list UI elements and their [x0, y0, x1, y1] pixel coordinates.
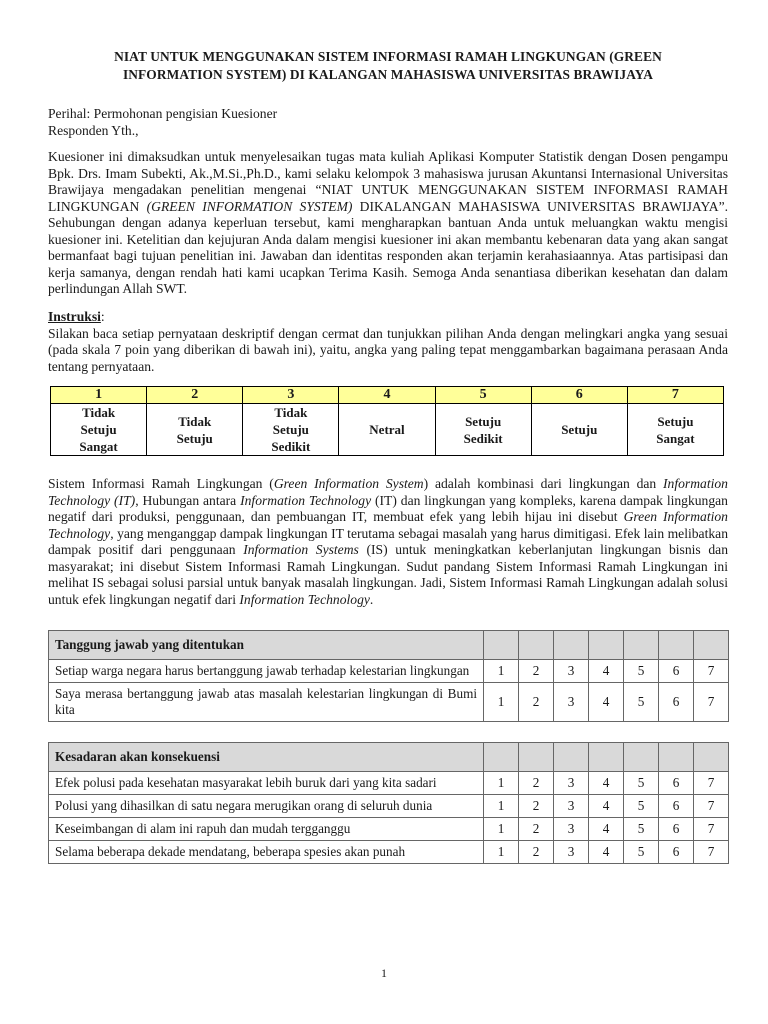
rating-option-7[interactable]: 7	[694, 683, 729, 722]
rating-option-7[interactable]: 7	[694, 772, 729, 795]
intro-text-a: Kuesioner ini dimaksudkan untuk menyelesaikan tugas mata kuliah Aplikasi Komputer Statistik dengan Dosen pengampu Bpk. Drs. Imam Subekti, Ak.,M.Si.,Ph.D., kami selaku kelompok 3 mahasiswa jurusan Akuntansi Internasional Universitas Brawijaya mengadakan penelitian mengenai “NIAT UNTUK MENGGUNAKAN SISTEM INFORMASI RAMAH LINGKUNGAN	[48, 149, 728, 214]
scale-number-row	[51, 387, 724, 404]
definition-term: Information Technology (IT)	[48, 476, 728, 508]
scale-label-6	[531, 404, 627, 456]
rating-option-7[interactable]: 7	[694, 841, 729, 864]
header-empty-cell	[624, 631, 659, 660]
rating-option-2[interactable]: 2	[519, 683, 554, 722]
rating-option-6[interactable]: 6	[659, 660, 694, 683]
scale-label-word: Tidak	[82, 405, 116, 420]
scale-number-3: 3	[243, 387, 339, 404]
question-row	[49, 841, 729, 864]
header-empty-cell	[484, 743, 519, 772]
question-statement: Polusi yang dihasilkan di satu negara merugikan orang di seluruh dunia	[49, 795, 484, 818]
rating-option-7[interactable]: 7	[694, 818, 729, 841]
title-line-1: NIAT UNTUK MENGGUNAKAN SISTEM INFORMASI RAMAH LINGKUNGAN (GREEN	[114, 49, 662, 64]
header-empty-cell	[484, 631, 519, 660]
scale-label-5	[435, 404, 531, 456]
definition-text: , yang menganggap dampak lingkungan IT terutama sebagai masalah yang harus dimitigasi. Efek lain melibatkan dampak positif dari penggunaan	[48, 525, 728, 557]
definition-text: (IT) dan lingkungan yang kompleks, karena dampak lingkungan negatif dari produksi, penggunaan, dan pembuangan IT, membuat efek yang lebih hijau ini disebut	[48, 492, 728, 524]
question-statement: Keseimbangan di alam ini rapuh dan mudah tergganggu	[49, 818, 484, 841]
definition-text: ) adalah kombinasi dari lingkungan dan	[423, 476, 664, 491]
header-empty-cell	[694, 631, 729, 660]
scale-label-word: Sedikit	[271, 439, 311, 454]
document-title	[48, 48, 728, 84]
definition-term: Information Technology	[240, 492, 372, 508]
scale-label-row	[51, 404, 724, 456]
rating-option-6[interactable]: 6	[659, 795, 694, 818]
rating-option-5[interactable]: 5	[624, 795, 659, 818]
rating-option-3[interactable]: 3	[554, 772, 589, 795]
rating-option-4[interactable]: 4	[589, 660, 624, 683]
definition-text: Sistem Informasi Ramah Lingkungan (	[48, 476, 274, 491]
header-empty-cell	[554, 631, 589, 660]
rating-option-6[interactable]: 6	[659, 772, 694, 795]
scale-label-word: Sangat	[79, 439, 118, 454]
rating-option-4[interactable]: 4	[589, 795, 624, 818]
header-empty-cell	[624, 743, 659, 772]
header-empty-cell	[589, 631, 624, 660]
rating-option-3[interactable]: 3	[554, 660, 589, 683]
scale-label-1	[51, 404, 147, 456]
responden-line: Responden Yth.,	[48, 122, 139, 138]
rating-option-1[interactable]: 1	[484, 818, 519, 841]
rating-option-5[interactable]: 5	[624, 818, 659, 841]
rating-option-5[interactable]: 5	[624, 841, 659, 864]
rating-option-6[interactable]: 6	[659, 683, 694, 722]
scale-label-word: Setuju	[272, 422, 309, 437]
scale-number-7: 7	[627, 387, 723, 404]
instruction-label: Instruksi	[48, 308, 101, 324]
rating-option-7[interactable]: 7	[694, 660, 729, 683]
question-section-table	[48, 742, 729, 864]
section-header-row	[49, 631, 729, 660]
rating-option-5[interactable]: 5	[624, 683, 659, 722]
scale-number-2: 2	[147, 387, 243, 404]
instruction-text: Silakan baca setiap pernyataan deskriptif dengan cermat dan tunjukkan pilihan Anda dengan melingkari angka yang sesuai (pada skala 7 poin yang diberikan di bawah ini), yaitu, angka yang paling tepat menggambarkan bagaimana perasaan Anda tentang pernyataan.	[48, 325, 728, 374]
scale-number-4: 4	[339, 387, 435, 404]
question-row	[49, 660, 729, 683]
intro-paragraph	[48, 149, 728, 298]
document-page	[48, 48, 728, 864]
rating-option-5[interactable]: 5	[624, 772, 659, 795]
rating-option-4[interactable]: 4	[589, 683, 624, 722]
scale-label-word: Setuju	[561, 422, 598, 437]
rating-option-1[interactable]: 1	[484, 795, 519, 818]
instruction-heading	[48, 308, 728, 326]
rating-option-7[interactable]: 7	[694, 795, 729, 818]
questionnaire	[48, 630, 728, 864]
scale-number-5: 5	[435, 387, 531, 404]
rating-option-2[interactable]: 2	[519, 660, 554, 683]
likert-scale-table	[50, 386, 724, 456]
question-row	[49, 683, 729, 722]
section-header-row	[49, 743, 729, 772]
question-row	[49, 795, 729, 818]
question-row	[49, 818, 729, 841]
definition-term: Green Information Technology	[48, 509, 728, 541]
header-empty-cell	[659, 743, 694, 772]
section-heading: Kesadaran akan konsekuensi	[49, 743, 484, 772]
rating-option-2[interactable]: 2	[519, 795, 554, 818]
question-row	[49, 772, 729, 795]
scale-number-6: 6	[531, 387, 627, 404]
scale-label-word: Setuju	[176, 430, 213, 446]
scale-number-1: 1	[51, 387, 147, 404]
rating-option-3[interactable]: 3	[554, 795, 589, 818]
intro-text-b: (GREEN INFORMATION SYSTEM)	[146, 198, 353, 214]
definition-paragraph	[48, 476, 728, 608]
page-number: 1	[381, 966, 387, 980]
header-empty-cell	[659, 631, 694, 660]
scale-label-word: Netral	[369, 422, 405, 437]
scale-label-word: Setuju	[80, 422, 117, 437]
header-empty-cell	[519, 743, 554, 772]
rating-option-1[interactable]: 1	[484, 683, 519, 722]
scale-label-word: Setuju	[657, 413, 694, 429]
instruction-colon: :	[100, 308, 105, 324]
question-statement: Setiap warga negara harus bertanggung jawab terhadap kelestarian lingkungan	[49, 660, 484, 683]
scale-label-7	[627, 404, 723, 456]
perihal-line: Perihal: Permohonan pengisian Kuesioner	[48, 106, 278, 121]
title-line-2: INFORMATION SYSTEM) DI KALANGAN MAHASISWA UNIVERSITAS BRAWIJAYA	[122, 67, 654, 82]
rating-option-1[interactable]: 1	[484, 772, 519, 795]
scale-label-word: Setuju	[465, 413, 502, 429]
rating-option-1[interactable]: 1	[484, 660, 519, 683]
rating-option-6[interactable]: 6	[659, 841, 694, 864]
rating-option-3[interactable]: 3	[554, 818, 589, 841]
rating-option-5[interactable]: 5	[624, 660, 659, 683]
rating-option-4[interactable]: 4	[589, 772, 624, 795]
section-heading: Tanggung jawab yang ditentukan	[49, 631, 484, 660]
rating-option-3[interactable]: 3	[554, 841, 589, 864]
header-empty-cell	[554, 743, 589, 772]
question-section-table	[48, 630, 729, 722]
intro-text-c: DIKALANGAN MAHASISWA UNIVERSITAS BRAWIJAYA”. Sehubungan dengan adanya keperluan tersebut, kami mengharapkan bantuan Anda untuk meluangkan waktu mengisi kuesioner ini. Ketelitian dan kejujuran Anda dalam mengisi kuesioner ini akan membantu kebenaran data yang akan sangat bermanfaat bagi tujuan penelitian ini. Jawaban dan identitas responden akan terjamin kerahasiaannya. Atas partisipasi dan kerja samanya, dengan rendah hati kami ucapkan Terima Kasih. Semoga Anda senantiasa diberikan kesehatan dan dalam perlindungan Allah SWT.	[48, 198, 729, 296]
question-statement: Efek polusi pada kesehatan masyarakat lebih buruk dari yang kita sadari	[49, 772, 484, 795]
definition-text: (IS) untuk meningkatkan keberlanjutan lingkungan bisnis dan masyarakat; ini disebut Sistem Informasi Ramah Lingkungan. Sudut pandang Sistem Informasi Ramah Lingkungan ini melihat IS sebagai solusi parsial untuk banyak masalah lingkungan. Jadi, Sistem Informasi Ramah Lingkungan adalah solusi untuk efek lingkungan negatif dari	[48, 542, 728, 607]
rating-option-3[interactable]: 3	[554, 683, 589, 722]
rating-option-4[interactable]: 4	[589, 818, 624, 841]
rating-option-6[interactable]: 6	[659, 818, 694, 841]
header-empty-cell	[589, 743, 624, 772]
rating-option-2[interactable]: 2	[519, 818, 554, 841]
rating-option-4[interactable]: 4	[589, 841, 624, 864]
definition-text: .	[369, 591, 374, 607]
definition-term: Information Systems	[243, 542, 359, 557]
definition-text: , Hubungan antara	[135, 492, 241, 508]
question-statement: Saya merasa bertanggung jawab atas masalah kelestarian lingkungan di Bumi kita	[49, 683, 484, 722]
scale-label-word: Sedikit	[463, 430, 503, 446]
header-empty-cell	[694, 743, 729, 772]
definition-term: Green Information System	[273, 476, 424, 491]
scale-label-word: Tidak	[274, 405, 308, 420]
question-statement: Selama beberapa dekade mendatang, beberapa spesies akan punah	[49, 841, 484, 864]
scale-label-2	[147, 404, 243, 456]
scale-label-word: Sangat	[656, 430, 695, 446]
scale-label-word: Tidak	[178, 413, 212, 429]
scale-label-4	[339, 404, 435, 456]
rating-option-2[interactable]: 2	[519, 772, 554, 795]
header-empty-cell	[519, 631, 554, 660]
scale-label-3	[243, 404, 339, 456]
definition-term: Information Technology	[239, 591, 370, 607]
rating-option-2[interactable]: 2	[519, 841, 554, 864]
rating-option-1[interactable]: 1	[484, 841, 519, 864]
